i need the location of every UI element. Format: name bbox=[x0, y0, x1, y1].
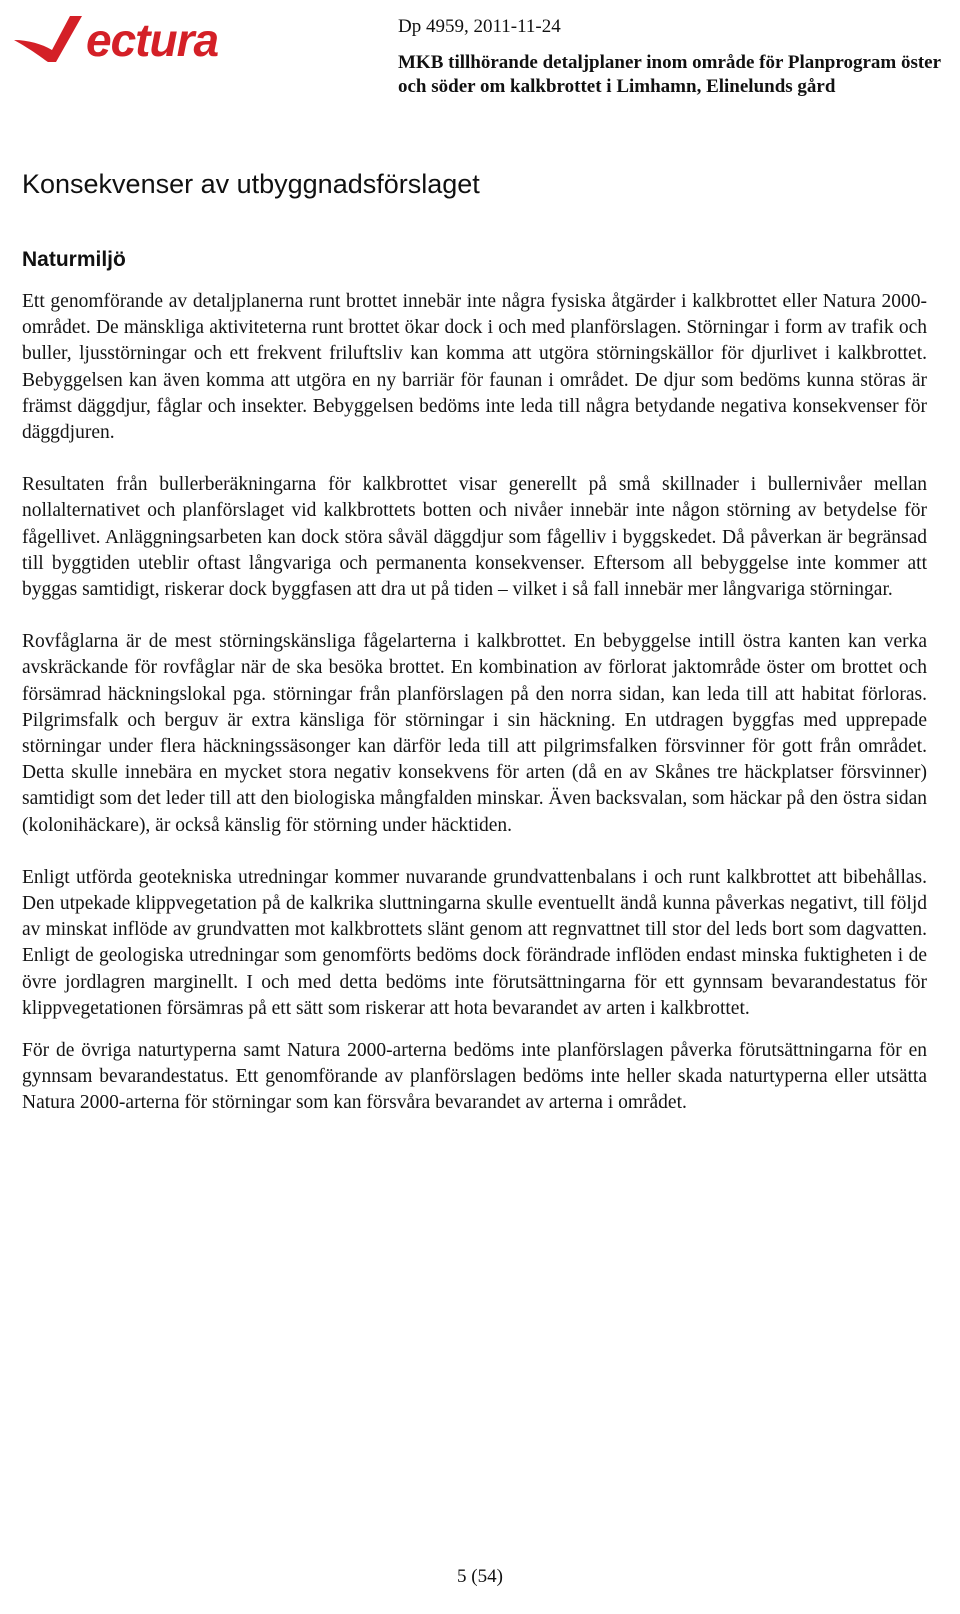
main-content bbox=[22, 167, 927, 1143]
section-title: Konsekvenser av utbyggnadsförslaget bbox=[22, 169, 480, 199]
paragraph: Resultaten från bullerberäkningarna för kalkbrottet visar generellt på små skillnader i bullernivåer mellan nollalternativet och planförslaget vid kalkbrottets botten och nivåer innebär inte någon störning av betydelse för fågellivet. Anläggningsarbeten kan dock störa såväl däggdjur som fågelliv i byggskedet. Då påverkan är begränsad till byggtiden uteblir oftast långvariga och permanenta konsekvenser. Eftersom all bebyggelse inte kommer att byggas samtidigt, riskerar dock byggfasen att dra ut på tiden – vilket i så fall innebär mer långvariga störningar. bbox=[22, 474, 927, 601]
paragraph: För de övriga naturtyperna samt Natura 2000-arterna bedöms inte planförslagen påverka förutsättningarna för en gynnsam bevarandestatus. Ett genomförande av planförslagen bedöms inte heller skada naturtyperna eller utsätta Natura 2000-arterna för störningar som kan försvåra bevarandet av arterna i området. bbox=[22, 1040, 927, 1114]
document-header bbox=[398, 15, 948, 99]
document-id: Dp 4959, 2011-11-24 bbox=[398, 16, 561, 37]
subsection-title: Naturmiljö bbox=[22, 248, 126, 271]
vectura-logo bbox=[12, 10, 262, 70]
document-title: MKB tillhörande detaljplaner inom område för Planprogram öster och söder om kalkbrottet i Limhamn, Elinelunds gård bbox=[398, 52, 941, 97]
logo-wordmark: ectura bbox=[86, 14, 219, 66]
paragraph: Enligt utförda geotekniska utredningar kommer nuvarande grundvattenbalans i och runt kalkbrottet att bibehållas. Den utpekade klippvegetation på de kalkrika sluttningarna skulle eventuellt ändå kunna påverkas negativt, till följd av minskat inflöde av grundvatten mot kalkbrottets slänt genom att regnvattnet till stor del leds bort som dagvatten. Enligt de geologiska utredningar som genomförts bedöms dock förändrade inflöden endast minska fuktigheten i de övre jordlagren marginellt. I och med detta bedöms inte förutsättningarna för ett gynnsam bevarandestatus för klippvegetationen försämras på ett sätt som riskerar att hota bevarandet av arten i kalkbrottet. bbox=[22, 866, 927, 1019]
page-number: 5 (54) bbox=[457, 1566, 503, 1587]
vectura-logo-graphic bbox=[12, 10, 262, 70]
paragraph: Rovfåglarna är de mest störningskänsliga fågelarterna i kalkbrottet. En bebyggelse intill östra kanten kan verka avskräckande för rovfåglar när de ska besöka brottet. En kombination av förlorat jaktområde öster om brottet och försämrad häckningslokal pga. störningar från planförslagen på den norra sidan, kan leda till att habitat förloras. Pilgrimsfalk och berguv är extra känsliga för störningar i sin häckning. En utdragen byggfas med upprepade störningar under flera häckningssäsonger kan därför leda till att pilgrimsfalken försvinner för gott från området. Detta skulle innebära en mycket stora negativ konsekvens för arten (då en av Skånes tre häckplatser försvinner) samtidigt som det leder till att den biologiska mångfalden minskar. Även backsvalan, som häckar på den östra sidan (kolonihäckare), är också känslig för störning under häcktiden. bbox=[22, 631, 927, 836]
paragraph: Ett genomförande av detaljplanerna runt brottet innebär inte några fysiska åtgärder i kalkbrottet eller Natura 2000-området. De mänskliga aktiviteterna runt brottet ökar dock i och med planförslagen. Störningar i form av trafik och buller, ljusstörningar och ett frekvent friluftsliv kan komma att utgöra störningskällor för djurlivet i kalkbrottet. Bebyggelsen kan även komma att utgöra en ny barriär för faunan i området. De djur som bedöms kunna störas är främst däggdjur, fåglar och insekter. Bebyggelsen bedöms inte leda till några betydande negativa konsekvenser för däggdjuren. bbox=[22, 291, 927, 444]
